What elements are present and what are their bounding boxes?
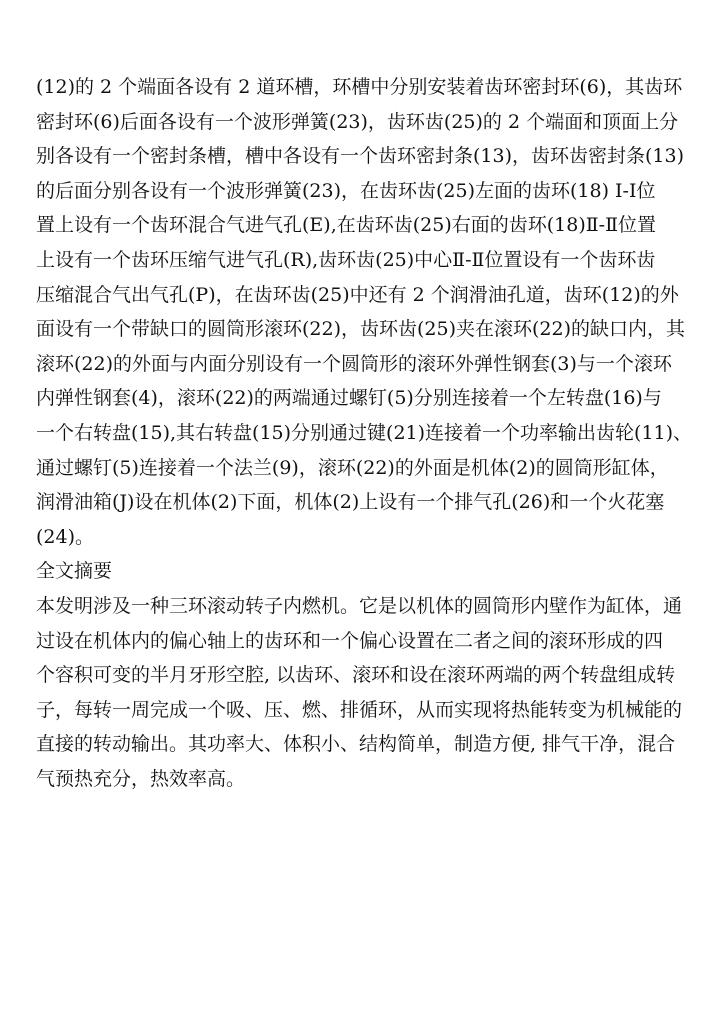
text-line: 的后面分别各设有一个波形弹簧(23)，在齿环齿(25)左面的齿环(18) Ⅰ-Ⅰ位	[36, 179, 656, 202]
text-line: (12)的 2 个端面各设有 2 道环槽，环槽中分别安装着齿环密封环(6)，其齿环	[36, 76, 683, 98]
text-line: 子，每转一周完成一个吸、压、燃、排循环，从而实现将热能转变为机械能的	[36, 698, 683, 721]
text-line: 密封环(6)后面各设有一个波形弹簧(23)，齿环齿(25)的 2 个端面和顶面上分	[36, 110, 679, 133]
text-line: 面设有一个带缺口的圆筒形滚环(22)，齿环齿(25)夹在滚环(22)的缺口内，其	[36, 318, 686, 341]
text-line: 本发明涉及一种三环滚动转子内燃机。它是以机体的圆筒形内壁作为缸体，通	[36, 594, 683, 617]
text-line: 个容积可变的半月牙形空腔, 以齿环、滚环和设在滚环两端的两个转盘组成转	[36, 664, 676, 687]
text-line: 过设在机体内的偏心轴上的齿环和一个偏心设置在二者之间的滚环形成的四	[36, 629, 664, 652]
text-line: 置上设有一个齿环混合气进气孔(E),在齿环齿(25)右面的齿环(18)Ⅱ-Ⅱ位置	[36, 214, 656, 237]
text-line: 直接的转动输出。其功率大、体积小、结构简单，制造方便, 排气干净，混合	[36, 733, 676, 756]
text-line: 压缩混合气出气孔(P)，在齿环齿(25)中还有 2 个润滑油孔道，齿环(12)的外	[36, 283, 679, 306]
text-line: (24)。	[36, 525, 95, 548]
claims-paragraph	[36, 70, 696, 554]
text-line: 内弹性钢套(4)，滚环(22)的两端通过螺钉(5)分别连接着一个左转盘(16)与	[36, 387, 662, 410]
text-line: 气预热充分，热效率高。	[36, 767, 246, 790]
text-line: 上设有一个齿环压缩气进气孔(R),齿环齿(25)中心Ⅱ-Ⅱ位置设有一个齿环齿	[36, 248, 656, 271]
abstract-heading: 全文摘要	[36, 560, 113, 583]
text-line: 别各设有一个密封条槽，槽中各设有一个齿环密封条(13)，齿环齿密封条(13)	[36, 145, 685, 168]
text-line: 润滑油箱(J)设在机体(2)下面，机体(2)上设有一个排气孔(26)和一个火花塞	[36, 491, 665, 514]
abstract-paragraph	[36, 589, 696, 797]
text-line: 滚环(22)的外面与内面分别设有一个圆筒形的滚环外弹性钢套(3)与一个滚环	[36, 352, 672, 375]
document-page	[36, 70, 696, 796]
text-line: 一个右转盘(15),其右转盘(15)分别通过键(21)连接着一个功率输出齿轮(11)、	[36, 421, 693, 444]
text-line: 通过螺钉(5)连接着一个法兰(9)，滚环(22)的外面是机体(2)的圆筒形缸体，	[36, 456, 669, 479]
